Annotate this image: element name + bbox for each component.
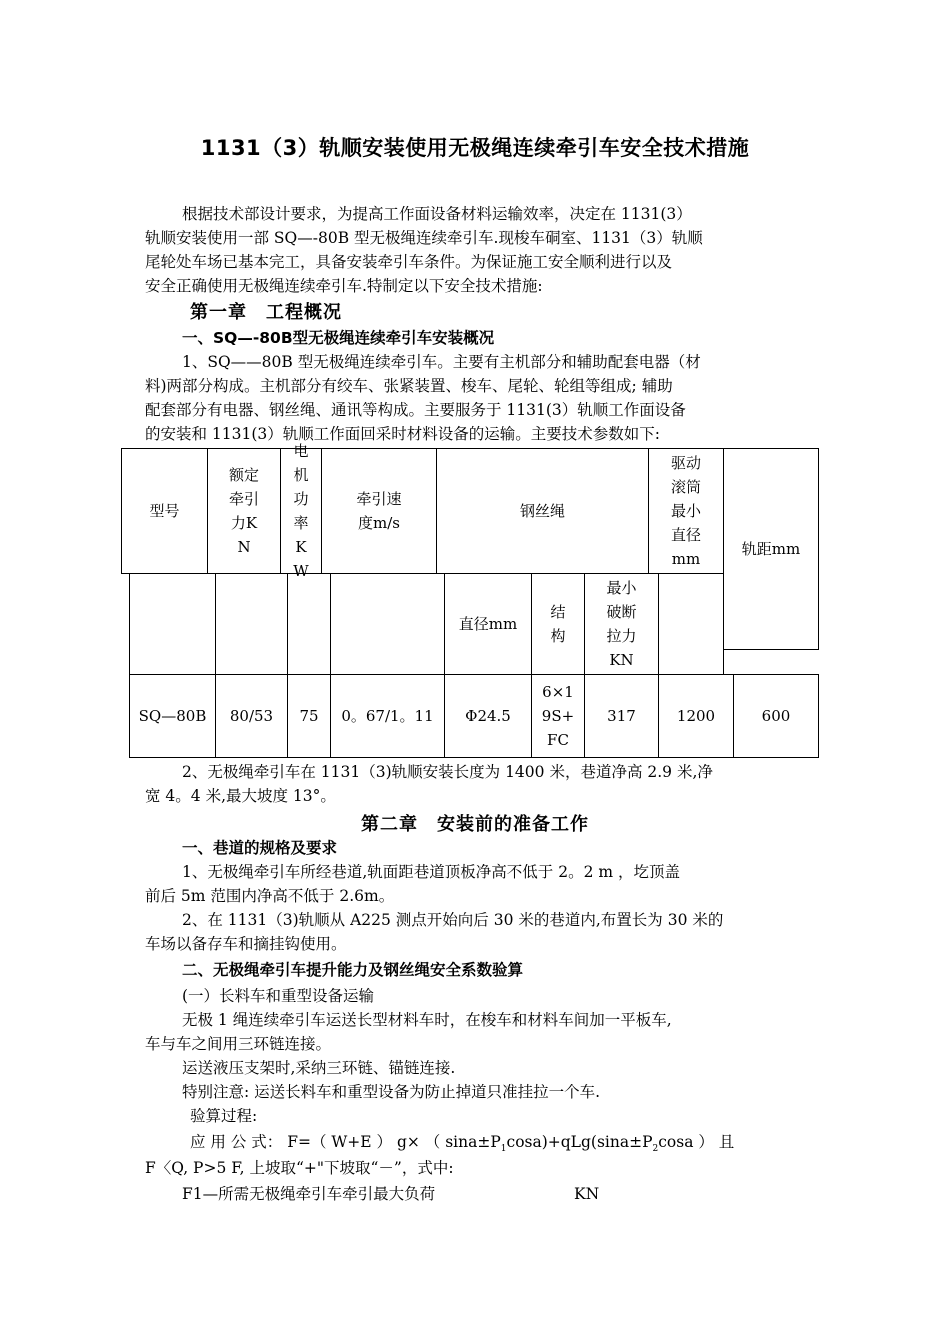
th-wire-rope: 钢丝绳 — [436, 448, 649, 574]
th-rated-force: 额定牵引力KN — [207, 448, 281, 574]
td-breaking-force: 317 — [584, 674, 659, 758]
chapter2-heading: 第二章 安装前的准备工作 — [361, 814, 589, 835]
chapter2-section2-heading: 二、无极绳牵引车提升能力及钢丝绳安全系数验算 — [182, 961, 524, 979]
chapter2-section1-heading: 一、巷道的规格及要求 — [182, 839, 338, 857]
ch2-sub1-heading: (一）长料车和重型设备运输 — [182, 987, 375, 1005]
ch1-para1-line-1: 1、SQ——80B 型无极绳连续牵引车。主要有主机部分和辅助配套电器（材 — [182, 353, 701, 371]
formula-sub-2: 2 — [652, 1144, 659, 1155]
ch2-para5: 特别注意: 运送长料车和重型设备为防止掉道只准挂拉一个车. — [182, 1083, 601, 1101]
td-rated-force: 80/53 — [215, 674, 288, 758]
th-gauge: 轨距mm — [723, 448, 819, 650]
td-motor-power: 75 — [287, 674, 331, 758]
ch1-para2-line-1: 2、无极绳牵引车在 1131（3)轨顺安装长度为 1400 米，巷道净高 2.9 米,净 — [182, 763, 713, 781]
th2-empty-1 — [129, 573, 216, 675]
intro-line-3: 尾轮处车场已基本完工，具备安装牵引车条件。为保证施工安全顺利进行以及 — [145, 253, 673, 271]
formula-part-a: 应 用 公 式： F=（ W+E ） g× （ sina±P — [190, 1133, 501, 1151]
th-rope-diameter: 直径mm — [444, 573, 532, 675]
ch1-para1-line-3: 配套部分有电器、钢丝绳、通讯等构成。主要服务于 1131(3）轨顺工作面设备 — [145, 401, 686, 419]
th-motor-power: 电机功率KW — [280, 448, 322, 574]
th2-empty-3 — [287, 573, 331, 675]
formula-line-2: F〈Q, P>5 F, 上坡取“+"下坡取“－”，式中: — [145, 1159, 454, 1177]
chapter1-section1-heading: 一、SQ—-80B型无极绳连续牵引车安装概况 — [182, 329, 495, 347]
th2-empty-4 — [330, 573, 445, 675]
ch1-para1-line-4: 的安装和 1131(3）轨顺工作面回采时材料设备的运输。主要技术参数如下: — [145, 425, 661, 443]
ch2-para4: 运送液压支架时,采纳三环链、锚链连接. — [182, 1059, 456, 1077]
ch2-item1-line-1: 1、无极绳牵引车所经巷道,轨面距巷道顶板净高不低于 2。2 m ，圪顶盖 — [182, 863, 680, 881]
formula-part-b: cosa)+qLg(sina±P — [506, 1133, 653, 1151]
td-model: SQ—80B — [129, 674, 216, 758]
th-model: 型号 — [121, 448, 208, 574]
ch1-para2-line-2: 宽 4。4 米,最大坡度 13°。 — [145, 787, 336, 805]
definition-f1-unit: KN — [574, 1185, 600, 1203]
intro-line-2: 轨顺安装使用一部 SQ—-80B 型无极绳连续牵引车.现梭车硐室、1131（3）轨顺 — [145, 229, 703, 247]
ch2-item2-line-1: 2、在 1131（3)轨顺从 A225 测点开始向后 30 米的巷道内,布置长为 30 米的 — [182, 911, 724, 929]
td-speed: 0。67/1。11 — [330, 674, 445, 758]
th2-empty-2 — [215, 573, 288, 675]
ch2-para6: 验算过程: — [190, 1107, 258, 1125]
td-drum-diameter: 1200 — [658, 674, 734, 758]
chapter1-heading: 第一章 工程概况 — [190, 302, 342, 323]
formula-sub-1: 1 — [500, 1144, 507, 1155]
td-gauge: 600 — [733, 674, 819, 758]
intro-line-1: 根据技术部设计要求，为提高工作面设备材料运输效率，决定在 1131(3） — [182, 205, 692, 223]
td-rope-diameter: Φ24.5 — [444, 674, 532, 758]
ch2-item1-line-2: 前后 5m 范围内净高不低于 2.6m。 — [145, 887, 395, 905]
intro-line-4: 安全正确使用无极绳连续牵引车.特制定以下安全技术措施: — [145, 277, 543, 295]
th-rope-structure: 结构 — [531, 573, 585, 675]
ch1-para1-line-2: 料)两部分构成。主机部分有绞车、张紧装置、梭车、尾轮、轮组等组成; 辅助 — [145, 377, 673, 395]
th-speed: 牵引速度m/s — [321, 448, 437, 574]
th2-empty-5 — [658, 573, 724, 675]
ch2-item2-line-2: 车场以备存车和摘挂钩使用。 — [145, 935, 347, 953]
ch2-para3-line-2: 车与车之间用三环链连接。 — [145, 1035, 332, 1053]
page-title: 1131（3）轨顺安装使用无极绳连续牵引车安全技术措施 — [200, 136, 750, 160]
th-drum-diameter: 驱动滚筒最小直径mm — [648, 448, 724, 574]
ch2-para3-line-1: 无极 1 绳连续牵引车运送长型材料车时，在梭车和材料车间加一平板车, — [182, 1011, 672, 1029]
th-breaking-force: 最小破断拉力KN — [584, 573, 659, 675]
formula-part-c: cosa ） 且 — [658, 1133, 735, 1151]
td-rope-structure: 6×19S+FC — [531, 674, 585, 758]
definition-f1: F1—所需无极绳牵引车牵引最大负荷 — [182, 1185, 436, 1203]
